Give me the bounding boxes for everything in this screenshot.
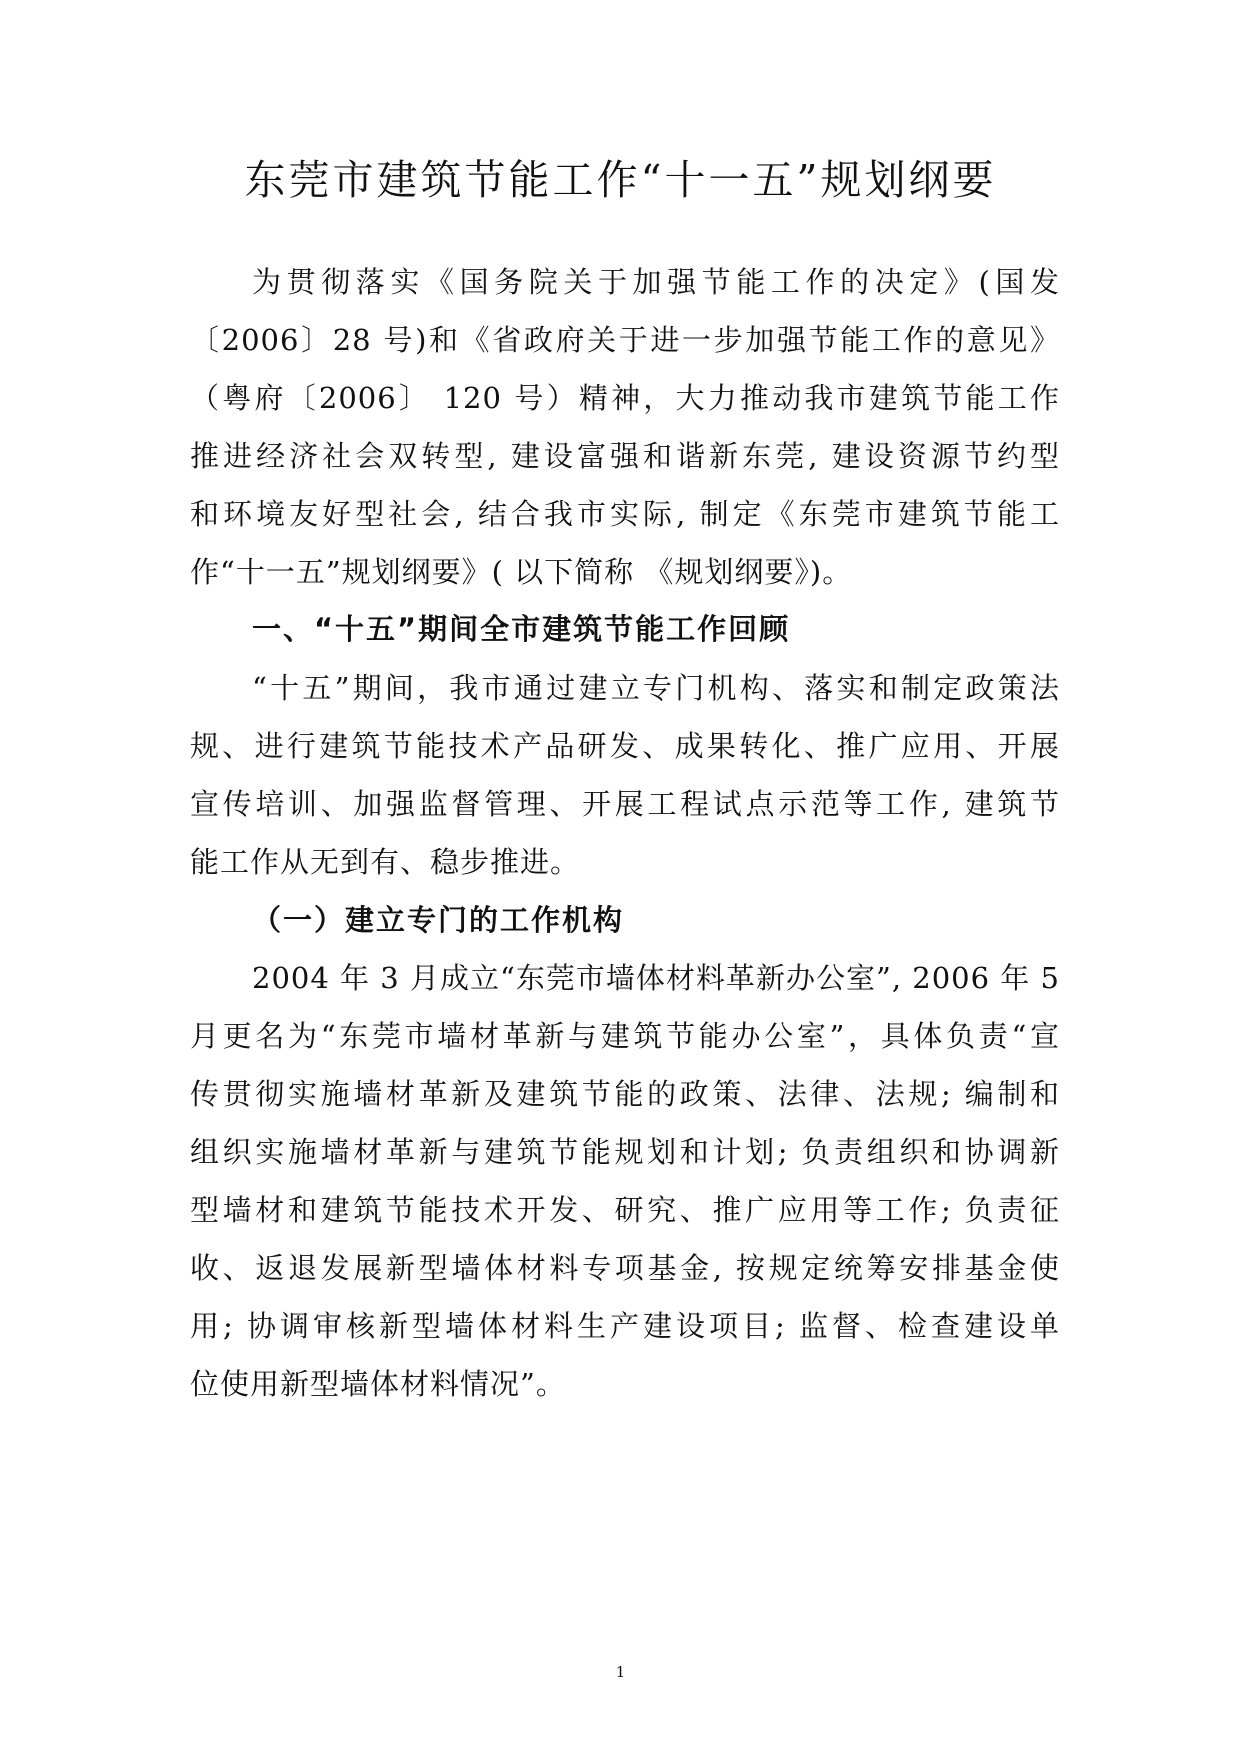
intro-line: （粤府〔2006〕 120 号）精神，大力推动我市建筑节能工作 xyxy=(190,381,1060,415)
section1-line: 能工作从无到有、稳步推进。 xyxy=(190,845,581,879)
subsection1-line: 位使用新型墙体材料情况”。 xyxy=(190,1367,566,1401)
subsection1-line: 组织实施墙材革新与建筑节能规划和计划; 负责组织和协调新 xyxy=(190,1135,1060,1169)
section1-line: 宣传培训、加强监督管理、开展工程试点示范等工作, 建筑节 xyxy=(190,787,1060,821)
intro-line: 推进经济社会双转型, 建设富强和谐新东莞, 建设资源节约型 xyxy=(190,439,1060,473)
page-number: 1 xyxy=(615,1663,626,1681)
intro-line: 和环境友好型社会, 结合我市实际, 制定《东莞市建筑节能工 xyxy=(190,497,1060,531)
subsection-heading: （一）建立专门的工作机构 xyxy=(252,903,625,937)
intro-line: 作“十一五”规划纲要》( 以下简称 《规划纲要》)。 xyxy=(190,555,853,589)
intro-line: 〔2006〕28 号)和《省政府关于进一步加强节能工作的意见》 xyxy=(190,323,1060,357)
page-title: 东莞市建筑节能工作“十一五”规划纲要 xyxy=(244,156,997,204)
subsection1-line: 月更名为“东莞市墙材革新与建筑节能办公室”，具体负责“宣 xyxy=(190,1019,1060,1053)
section1-line: “十五”期间，我市通过建立专门机构、落实和制定政策法 xyxy=(252,671,1060,705)
section-heading: 一、“十五”期间全市建筑节能工作回顾 xyxy=(252,612,791,646)
intro-line: 为贯彻落实《国务院关于加强节能工作的决定》(国发 xyxy=(252,265,1060,299)
subsection1-line: 2004 年 3 月成立“东莞市墙体材料革新办公室”, 2006 年 5 xyxy=(252,961,1060,995)
subsection1-line: 收、返退发展新型墙体材料专项基金, 按规定统筹安排基金使 xyxy=(190,1251,1060,1285)
section1-line: 规、进行建筑节能技术产品研发、成果转化、推广应用、开展 xyxy=(190,729,1060,763)
subsection1-line: 用; 协调审核新型墙体材料生产建设项目; 监督、检查建设单 xyxy=(190,1309,1060,1343)
subsection1-line: 型墙材和建筑节能技术开发、研究、推广应用等工作; 负责征 xyxy=(190,1193,1060,1227)
subsection1-line: 传贯彻实施墙材革新及建筑节能的政策、法律、法规; 编制和 xyxy=(190,1077,1060,1111)
